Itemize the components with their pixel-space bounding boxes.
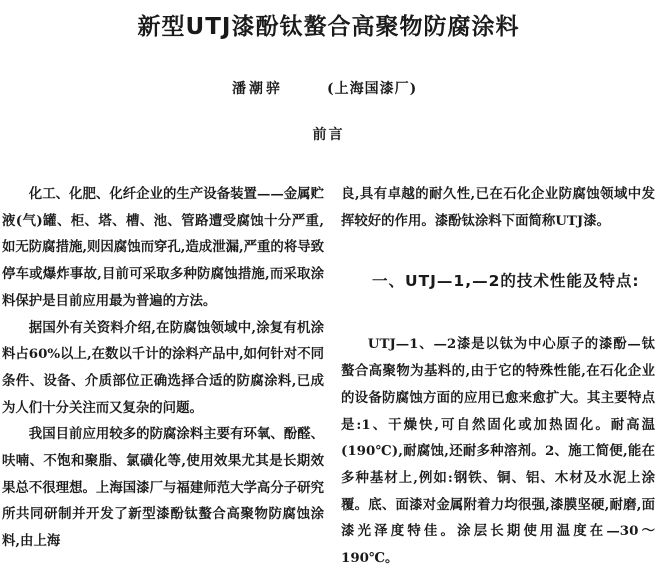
section-heading-preface: 前言 <box>312 127 345 143</box>
author-name: 潘潮骍 <box>232 81 283 97</box>
section-heading: 一、UTJ—1,—2的技术性能及特点: <box>372 272 640 291</box>
paragraph: UTJ—1、—2漆是以钛为中心原子的漆酚—钛螯合高聚物为基料的,由于它的特殊性能,在石化企业的设备防腐蚀方面的应用已愈来愈扩大。其主要特点是:1、干燥快,可自然固化或加热固化。耐高温(190℃),耐腐蚀,还耐多种溶剂。2、施工简便,能在多种基材上,例如:钢铁、铜、铝、木材及水泥上涂覆。底、面漆对金属附着力均很强,漆膜坚硬,耐磨,面漆光泽度特佳。涂层长期使用温度在—30～190℃。 <box>341 336 655 567</box>
paragraph: 化工、化肥、化纤企业的生产设备装置——金属贮液(气)罐、柜、塔、槽、池、管路遭受腐蚀十分严重,如无防腐措施,则因腐蚀而穿孔,造成泄漏,严重的将导致停车或爆炸事故,目前可采取多种防腐蚀措施,而采取涂料保护是目前应用最为普遍的方法。 <box>2 186 324 309</box>
author-affiliation: (上海国漆厂) <box>327 81 418 97</box>
paragraph: 据国外有关资料介绍,在防腐蚀领域中,涂复有机涂料占60%以上,在数以千计的涂料产品中,如何针对不同条件、设备、介质部位正确选择合适的防腐涂料,已成为人们十分关注而又复杂的问题。 <box>2 319 324 416</box>
paragraph-continued: 良,具有卓越的耐久性,已在石化企业防腐蚀领域中发挥较好的作用。漆酚钛涂料下面简称UTJ漆。 <box>341 186 655 229</box>
article-title: 新型UTJ漆酚钛螯合高聚物防腐涂料 <box>137 14 520 40</box>
left-column <box>2 181 324 555</box>
right-column <box>341 181 655 572</box>
paragraph: 我国目前应用较多的防腐涂料主要有环氧、酚醛、呋喃、不饱和聚脂、氯磺化等,使用效果尤其是长期效果总不很理想。上海国漆厂与福建师范大学高分子研究所共同研制并开发了新型漆酚钛螯合高聚物防腐蚀涂料,由上海 <box>2 426 324 550</box>
